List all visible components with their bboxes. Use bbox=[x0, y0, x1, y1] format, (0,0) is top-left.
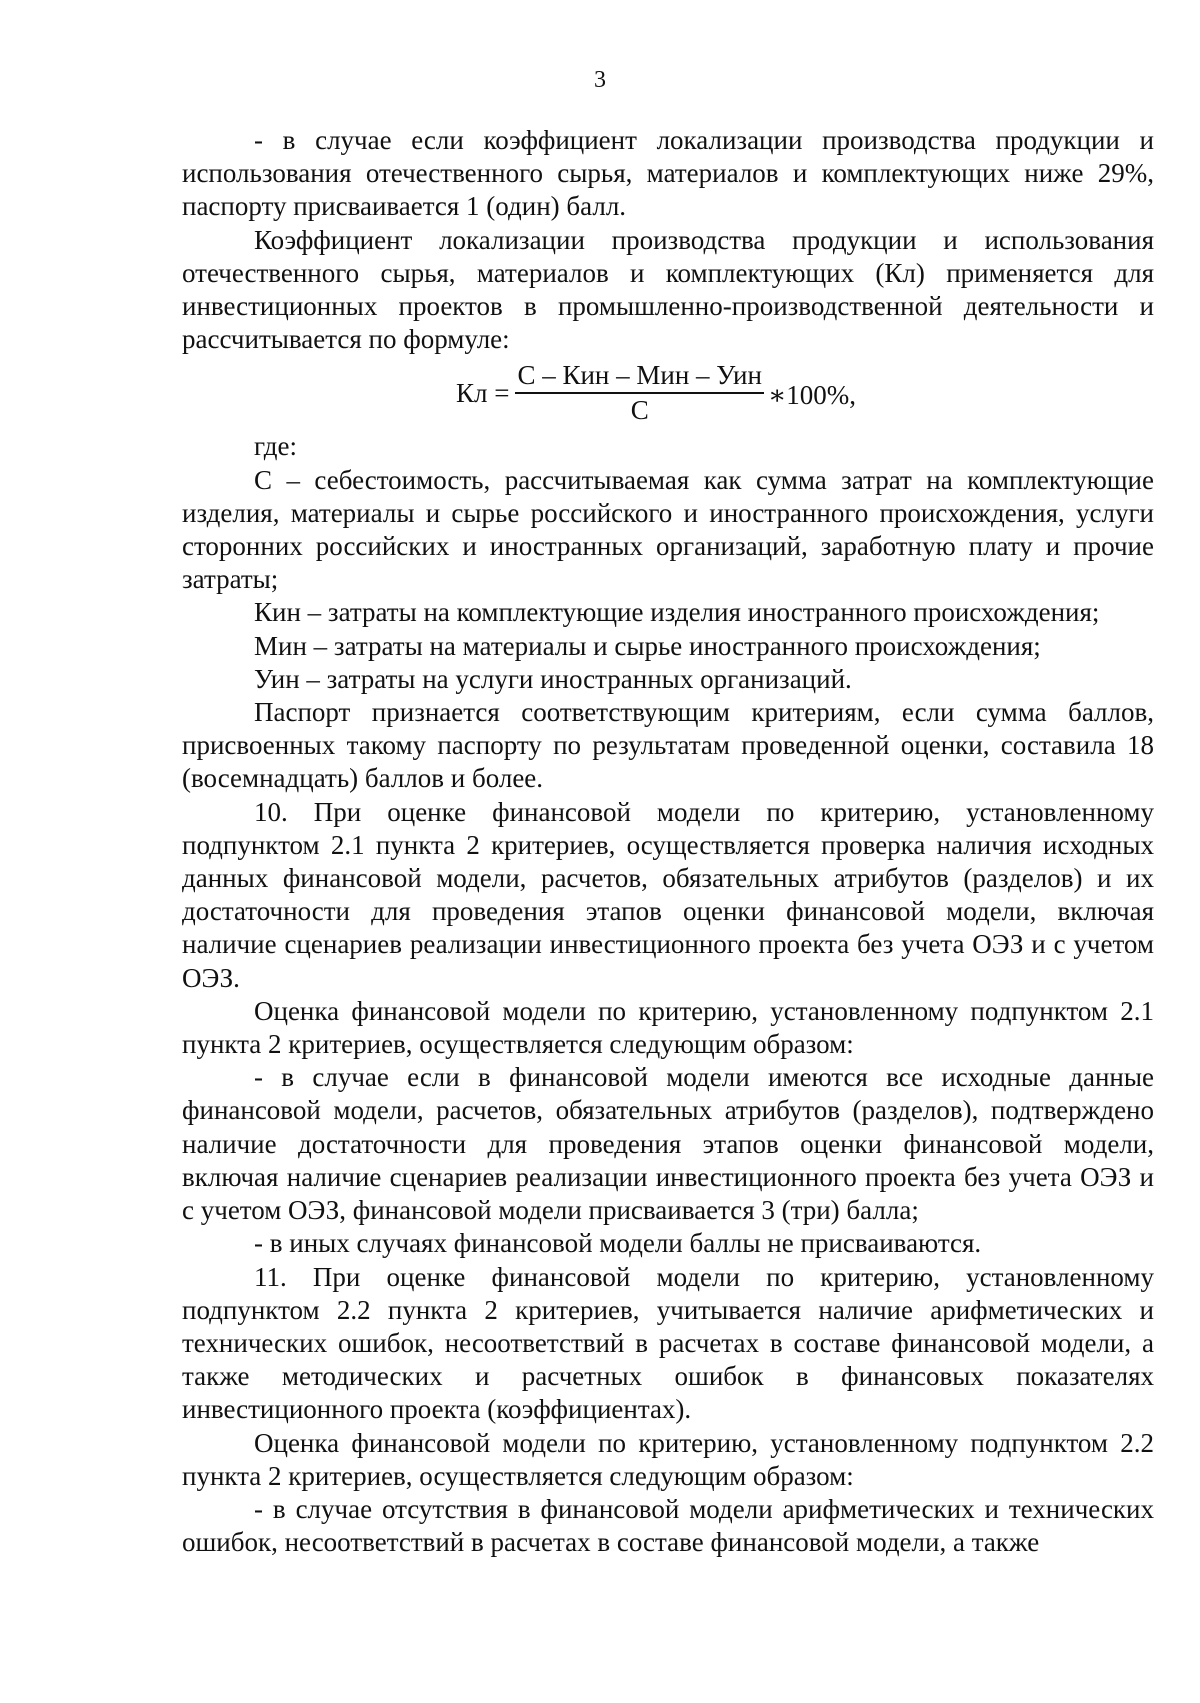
paragraph-where: где: bbox=[254, 431, 297, 462]
definition-uin: Уин – затраты на услуги иностранных организаций. bbox=[254, 663, 852, 694]
formula-rhs: ∗100%, bbox=[767, 379, 857, 410]
paragraph-10-case-2: - в иных случаях финансовой модели баллы не присваиваются. bbox=[254, 1228, 982, 1259]
definition-min: Мин – затраты на материалы и сырье иностранного происхождения; bbox=[254, 630, 1041, 661]
localization-formula bbox=[182, 356, 1154, 430]
definition-c: С – себестоимость, рассчитываемая как сумма затрат на комплектующие изделия, материалы и сырье российского и иностранного происхождения, услуги сторонних российских и иностранных организаций, заработную плату и прочие затраты; bbox=[182, 464, 1154, 595]
paragraph-11-case-1: - в случае отсутствия в финансовой модели арифметических и технических ошибок, несоответствий в расчетах в составе финансовой модели, а также bbox=[182, 1493, 1154, 1558]
paragraph-10-evaluation: Оценка финансовой модели по критерию, установленному подпунктом 2.1 пункта 2 критериев, осуществляется следующим образом: bbox=[182, 995, 1154, 1060]
paragraph-passport-criteria: Паспорт признается соответствующим критериям, если сумма баллов, присвоенных такому паспорту по результатам проведенной оценки, составила 18 (восемнадцать) баллов и более. bbox=[182, 697, 1154, 794]
paragraph-11: 11. При оценке финансовой модели по критерию, установленному подпунктом 2.2 пункта 2 критериев, учитывается наличие арифметических и технических ошибок, несоответствий в расчетах в составе финансовой модели, а также методических и расчетных ошибок в финансовых показателях инвестиционного проекта (коэффициентах). bbox=[182, 1261, 1154, 1425]
formula-denominator: С bbox=[630, 395, 649, 426]
formula-numerator: С – Кин – Мин – Уин bbox=[515, 360, 763, 394]
page-number: 3 bbox=[594, 67, 606, 93]
formula-fraction bbox=[515, 360, 763, 426]
paragraph-11-evaluation: Оценка финансовой модели по критерию, установленному подпунктом 2.2 пункта 2 критериев, осуществляется следующим образом: bbox=[182, 1427, 1154, 1491]
document-body bbox=[182, 124, 1154, 1559]
paragraph-10-case-1: - в случае если в финансовой модели имеются все исходные данные финансовой модели, расчетов, обязательных атрибутов (разделов), подтверждено наличие достаточности для проведения этапов оценки финансовой модели, включая наличие сценариев реализации инвестиционного проекта без учета ОЭЗ и с учетом ОЭЗ, финансовой модели присваивается 3 (три) балла; bbox=[182, 1062, 1154, 1226]
paragraph-localization-low: - в случае если коэффициент локализации производства продукции и использования отечественного сырья, материалов и комплектующих ниже 29%, паспорту присваивается 1 (один) балл. bbox=[182, 125, 1154, 222]
paragraph-10: 10. При оценке финансовой модели по критерию, установленному подпунктом 2.1 пункта 2 критериев, осуществляется проверка наличия исходных данных финансовой модели, расчетов, обязательных атрибутов (разделов) и их достаточности для проведения этапов оценки финансовой модели, включая наличие сценариев реализации инвестиционного проекта без учета ОЭЗ и с учетом ОЭЗ. bbox=[182, 796, 1154, 993]
definition-kin: Кин – затраты на комплектующие изделия иностранного происхождения; bbox=[254, 597, 1100, 628]
paragraph-localization-coefficient: Коэффициент локализации производства продукции и использования отечественного сырья, материалов и комплектующих (Кл) применяется для инвестиционных проектов в промышленно-производственной деятельности и рассчитывается по формуле: bbox=[182, 224, 1154, 355]
formula-lhs: Кл = bbox=[456, 377, 510, 408]
